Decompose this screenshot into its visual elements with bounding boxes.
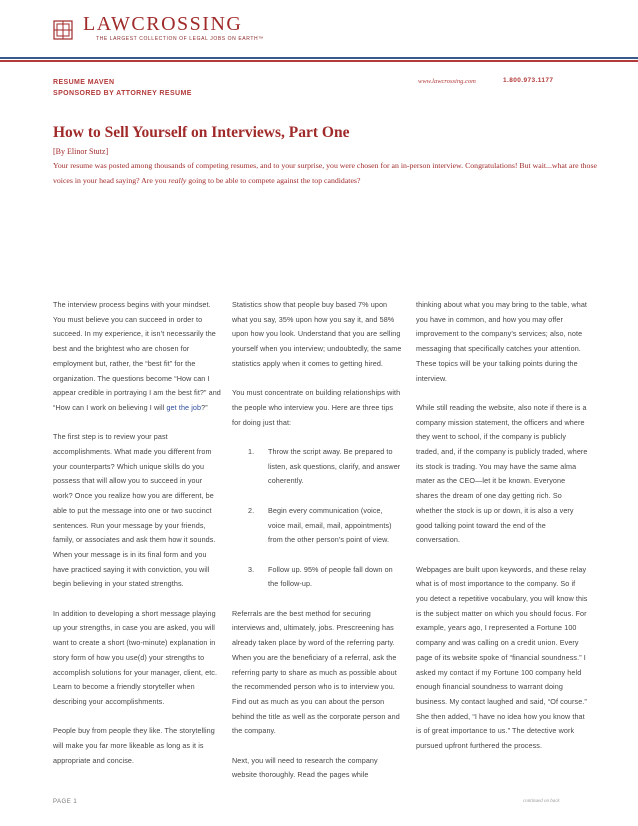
header-rule-blue (0, 57, 638, 59)
page-number: PAGE 1 (53, 799, 78, 805)
paragraph: Statistics show that people buy based 7% upon what you say, 35% upon how you say it, and 58% upon how you look. Understand that you are selling yourself when you interview; undoubtedly, the same statistics apply when it comes to getting hired. (232, 300, 402, 368)
phone-number: 1.800.973.1177 (503, 77, 554, 84)
tip-text: Follow up. 95% of people fall down on the follow-up. (268, 564, 393, 589)
paragraph: While still reading the website, also note if there is a company mission statement, the officers and where they went to school, if the company is publicly traded, and, if the company is publicly traded, where its stock is trading. You may have the same alma mater as the CEO—let it be known. Everyone shares the dream of one day getting rich. So whether the stock is up or down, it is also a very good talking point toward the end of the conversation. (416, 402, 588, 545)
paragraph-text: The interview process begins with your mindset. You must believe you can succeed in order to succeed. In my experience, it isn’t necessarily the best and the brightest who are chosen for employment but, rather, the “best fit” for the organization. The questions become “How can I appear credible in portraying I am the best fit?” and “How can I work on believing I will (53, 300, 221, 412)
paragraph: People buy from people they like. The storytelling will make you far more likeable as long as it is appropriate and concise. (53, 726, 215, 765)
paragraph: In addition to developing a short message playing up your strengths, in case you are asked, you will want to create a short (two-minute) explanation in story form of how you use(d) your strengths to accomplish solutions for your manager, client, etc. Learn to become a friendly storyteller when describing your accomplishments. (53, 608, 218, 706)
tip-item (232, 563, 402, 592)
intro-text-b: going to be able to compete against the top candidates? (186, 176, 361, 185)
tip-number: 2. (248, 505, 255, 515)
paragraph (53, 298, 221, 416)
lawcrossing-logo-icon (53, 20, 73, 40)
tip-text: Begin every communication (voice, voice mail, email, mail, appointments) from the other person’s point of view. (268, 505, 392, 545)
tip-item (232, 504, 402, 548)
paragraph: Next, you will need to research the company website thoroughly. Read the pages while (232, 755, 378, 780)
intro-emphasis: really (168, 176, 187, 185)
paragraph-text: ?” (201, 402, 208, 412)
article-intro (53, 158, 613, 188)
website-link[interactable]: www.lawcrossing.com (418, 78, 476, 85)
column-1 (53, 298, 221, 783)
paragraph: You must concentrate on building relationships with the people who interview you. Here are three tips for doing just that: (232, 388, 401, 427)
column-3 (416, 298, 588, 768)
section-name: RESUME MAVEN (53, 79, 115, 86)
article-title: How to Sell Yourself on Interviews, Part One (53, 124, 350, 141)
masthead (0, 0, 638, 60)
sponsor-line: SPONSORED BY ATTORNEY RESUME (53, 90, 192, 97)
paragraph: thinking about what you may bring to the table, what you have in common, and how you may offer improvement to the company’s services; also, note messaging that specifically catches your attention. These topics will be your talking points during the interview. (416, 300, 588, 383)
get-the-job-link[interactable]: get the job (166, 402, 202, 412)
tip-item (232, 445, 402, 489)
continued-note: continued on back (523, 799, 560, 804)
tip-text: Throw the script away. Be prepared to listen, ask questions, clarify, and answer coherently. (268, 447, 401, 486)
section-meta (53, 77, 192, 99)
intro-text-a: Your resume was posted among thousands of competing resumes, and to your surprise, you were chosen for an in-person interview. Congratulations! But wait...what are those voices in your head saying? Are you (53, 161, 597, 185)
brand-tagline: THE LARGEST COLLECTION OF LEGAL JOBS ON EARTH™ (96, 36, 264, 42)
paragraph: Referrals are the best method for securing interviews and, ultimately, jobs. Prescreening has already taken place by word of the referring party. When you are the beneficiary of a referral, ask the referring party to share as much as possible about the recommended person who is to interview you. Find out as much as you can about the person behind the title as well as the corporate person and the company. (232, 608, 400, 736)
brand-name[interactable]: LAWCROSSING (83, 13, 243, 35)
tip-number: 1. (248, 447, 255, 456)
article-byline: [By Elinor Stutz] (53, 147, 109, 156)
paragraph: Webpages are built upon keywords, and these relay what is of most importance to the company. So if you detect a repetitive vocabulary, you will know this is the subject matter on which you should focus. For example, years ago, I represented a Fortune 100 company and was calling on a credit union. Every page of its website spoke of “financial soundness.” I asked my contact if my Fortune 100 company held enough financial soundness to warrant doing business. My contact laughed and said, “Of course.” She then added, “I have no idea how you know that is of great importance to us.” The detective work pursued upfront furthered the process. (416, 564, 588, 751)
tip-number: 3. (248, 564, 255, 574)
header-rule-red (0, 60, 638, 62)
paragraph: The first step is to review your past accomplishments. What made you different from your counterparts? Which unique skills do you possess that will allow you to succeed in your work? Once you realize how you are different, be able to put the message into one or two succinct sentences. Run your message by your friends, family, or associates and ask them how it sounds. When your message is in its final form and you have practiced saying it with conviction, you will begin believing in your stated strengths. (53, 432, 216, 589)
tips-list (232, 445, 402, 592)
column-2 (232, 298, 402, 798)
